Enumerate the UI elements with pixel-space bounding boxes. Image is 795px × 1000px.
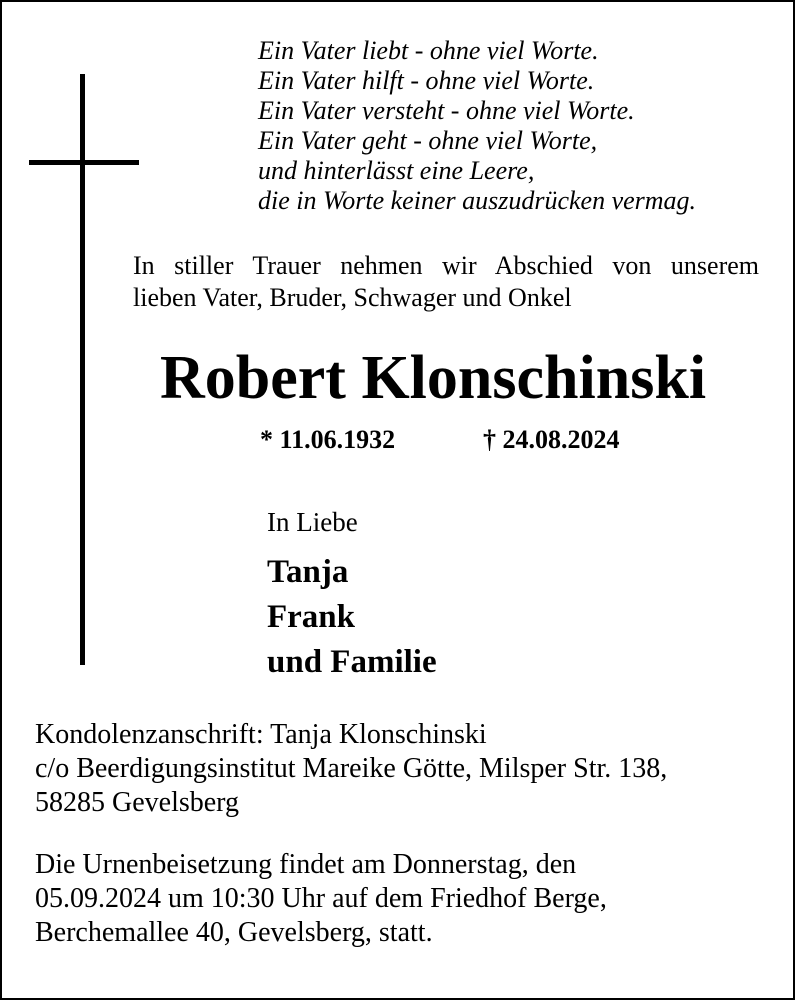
service-line: Berchemallee 40, Gevelsberg, statt. — [35, 917, 433, 948]
poem-line: die in Worte keiner auszudrücken vermag. — [258, 186, 697, 215]
service-line: 05.09.2024 um 10:30 Uhr auf dem Friedhof Berge, — [35, 883, 607, 914]
mourner-names — [267, 550, 437, 685]
deceased-name: Robert Klonschinski — [160, 344, 707, 412]
death-date: † 24.08.2024 — [483, 425, 620, 454]
poem-line: Ein Vater hilft - ohne viel Worte. — [258, 66, 595, 95]
address-line: c/o Beerdigungsinstitut Mareike Götte, Milsper Str. 138, — [35, 753, 668, 784]
mourner-name: Frank — [267, 599, 356, 635]
poem-line: Ein Vater versteht - ohne viel Worte. — [258, 96, 635, 125]
poem-line: Ein Vater liebt - ohne viel Worte. — [258, 36, 599, 65]
mourner-name: und Familie — [267, 644, 437, 680]
poem-line: Ein Vater geht - ohne viel Worte, — [258, 126, 598, 155]
condolence-address — [35, 718, 667, 820]
birth-date: * 11.06.1932 — [260, 425, 396, 454]
service-line: Die Urnenbeisetzung findet am Donnerstag, den — [35, 849, 577, 880]
mourning-intro — [133, 250, 759, 314]
poem-line: und hinterlässt eine Leere, — [258, 156, 535, 185]
burial-service-info — [35, 848, 607, 950]
intro-line-1: In stiller Trauer nehmen wir Abschied von unserem — [133, 251, 759, 280]
mourner-name: Tanja — [267, 554, 349, 590]
intro-line-2: lieben Vater, Bruder, Schwager und Onkel — [133, 283, 572, 312]
address-line: Kondolenzanschrift: Tanja Klonschinski — [35, 719, 487, 750]
cross-icon-horizontal-bar — [29, 160, 139, 165]
address-line: 58285 Gevelsberg — [35, 787, 239, 818]
memorial-poem — [258, 36, 696, 216]
in-love-lead: In Liebe — [267, 507, 358, 537]
